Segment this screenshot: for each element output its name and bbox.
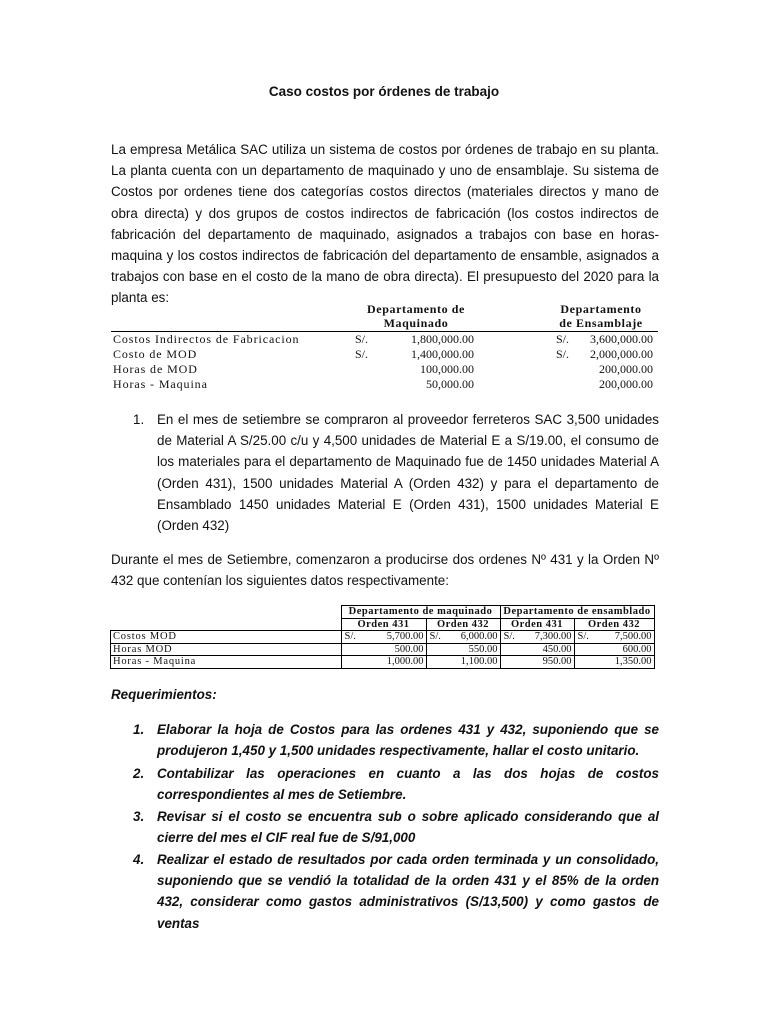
item-text: En el mes de setiembre se compraron al proveedor ferreteros SAC 3,500 unidades de Material A S/25.00 c/u y 4,500 unidades de Material E a S/19.00, el consumo de los materiales para el departamento de Maquinado fue de 1450 unidades Material A (Orden 431), 1500 unidades Material A (Orden 432) y para el departamento de Ensamblado 1450 unidades Material E (Orden 431), 1500 unidades Material E (Orden 432)	[157, 412, 659, 534]
requirement-number: 4.	[133, 852, 145, 867]
budget-header-machining: Departamento de Maquinado	[367, 302, 465, 330]
orders-row-label: Horas - Maquina	[111, 656, 342, 669]
machining-value: 1,800,000.00	[411, 332, 474, 346]
orders-value: 500.00	[341, 643, 426, 656]
requirement-text: Elaborar la hoja de Costos para las ordenes 431 y 432, suponiendo que se produjeron 1,450 y 1,500 unidades respectivamente, hallar el costo unitario.	[157, 722, 659, 759]
orders-group-machining: Departamento de maquinado	[341, 606, 500, 619]
assembly-value: 200,000.00	[599, 377, 653, 391]
machining-value: 100,000.00	[420, 362, 474, 376]
orders-row	[111, 656, 655, 669]
orders-col-header: Orden 431	[341, 618, 426, 631]
orders-intro-paragraph: Durante el mes de Setiembre, comenzaron a producirse dos ordenes Nº 431 y la Orden Nº 432 que contenían los siguientes datos respectivamente:	[111, 552, 659, 589]
currency-symbol: S/.	[556, 332, 570, 346]
orders-col-header: Orden 431	[500, 618, 574, 631]
item-number: 1.	[133, 412, 145, 427]
budget-row	[111, 362, 658, 377]
document-title: Caso costos por órdenes de trabajo	[268, 84, 500, 99]
orders-group-assembly: Departamento de ensamblado	[500, 606, 654, 619]
machining-value: 50,000.00	[426, 377, 474, 391]
orders-value: 6,000.00	[460, 631, 498, 643]
currency-symbol: S/.	[355, 347, 369, 361]
currency-symbol: S/.	[429, 631, 441, 643]
orders-value: 600.00	[574, 643, 654, 656]
requirement-text: Realizar el estado de resultados por cada orden terminada y un consolidado, suponiendo que se vendió la totalidad de la orden 431 y el 85% de la orden 432, considerar como gastos administrativos (S/13,500) y como gastos de ventas	[157, 852, 659, 931]
assembly-value: 3,600,000.00	[590, 332, 653, 346]
orders-value: 450.00	[500, 643, 574, 656]
requirement-number: 3.	[133, 809, 145, 824]
budget-row	[111, 332, 658, 347]
orders-col-header: Orden 432	[426, 618, 500, 631]
orders-value: 5,700.00	[386, 631, 424, 643]
orders-row-label: Horas MOD	[111, 643, 342, 656]
currency-symbol: S/.	[503, 631, 515, 643]
budget-row-label: Costo de MOD	[113, 347, 198, 361]
currency-symbol: S/.	[577, 631, 589, 643]
orders-value: 1,100.00	[426, 656, 500, 669]
requirement-text: Revisar si el costo se encuentra sub o sobre aplicado considerando que al cierre del mes el CIF real fue de S/91,000	[157, 809, 659, 846]
orders-value: 7,300.00	[534, 631, 572, 643]
budget-row-label: Horas de MOD	[113, 362, 198, 376]
orders-col-header: Orden 432	[574, 618, 654, 631]
assembly-value: 2,000,000.00	[590, 347, 653, 361]
currency-symbol: S/.	[556, 347, 570, 361]
orders-value: 1,000.00	[341, 656, 426, 669]
requirement-text: Contabilizar las operaciones en cuanto a las dos hojas de costos correspondientes al mes de Setiembre.	[157, 766, 659, 803]
orders-row	[111, 631, 655, 644]
budget-row	[111, 377, 658, 392]
orders-value: 950.00	[500, 656, 574, 669]
currency-symbol: S/.	[344, 631, 356, 643]
orders-value: 7,500.00	[614, 631, 652, 643]
requirement-number: 1.	[133, 722, 145, 737]
orders-value: 1,350.00	[574, 656, 654, 669]
budget-row	[111, 347, 658, 362]
currency-symbol: S/.	[355, 332, 369, 346]
orders-row	[111, 643, 655, 656]
budget-header-assembly: Departamento de Ensamblaje	[559, 302, 643, 330]
orders-row-label: Costos MOD	[111, 631, 342, 644]
budget-row-label: Horas - Maquina	[113, 377, 208, 391]
budget-row-label: Costos Indirectos de Fabricacion	[113, 332, 300, 346]
orders-value: 550.00	[426, 643, 500, 656]
requirements-heading: Requerimientos:	[111, 687, 217, 702]
intro-paragraph: La empresa Metálica SAC utiliza un sistema de costos por órdenes de trabajo en su planta. La planta cuenta con un departamento de maquinado y uno de ensamblaje. Su sistema de Costos por ordenes tiene dos categorías costos directos (materiales directos y mano de obra directa) y dos grupos de costos indirectos de fabricación (los costos indirectos de fabricación del departamento de maquinado, asignados a trabajos con base en horas-maquina y los costos indirectos de fabricación del departamento de ensamble, asignados a trabajos con base en el costo de la mano de obra directa). El presupuesto del 2020 para la planta es:	[111, 142, 659, 306]
machining-value: 1,400,000.00	[411, 347, 474, 361]
requirement-number: 2.	[133, 766, 145, 781]
assembly-value: 200,000.00	[599, 362, 653, 376]
